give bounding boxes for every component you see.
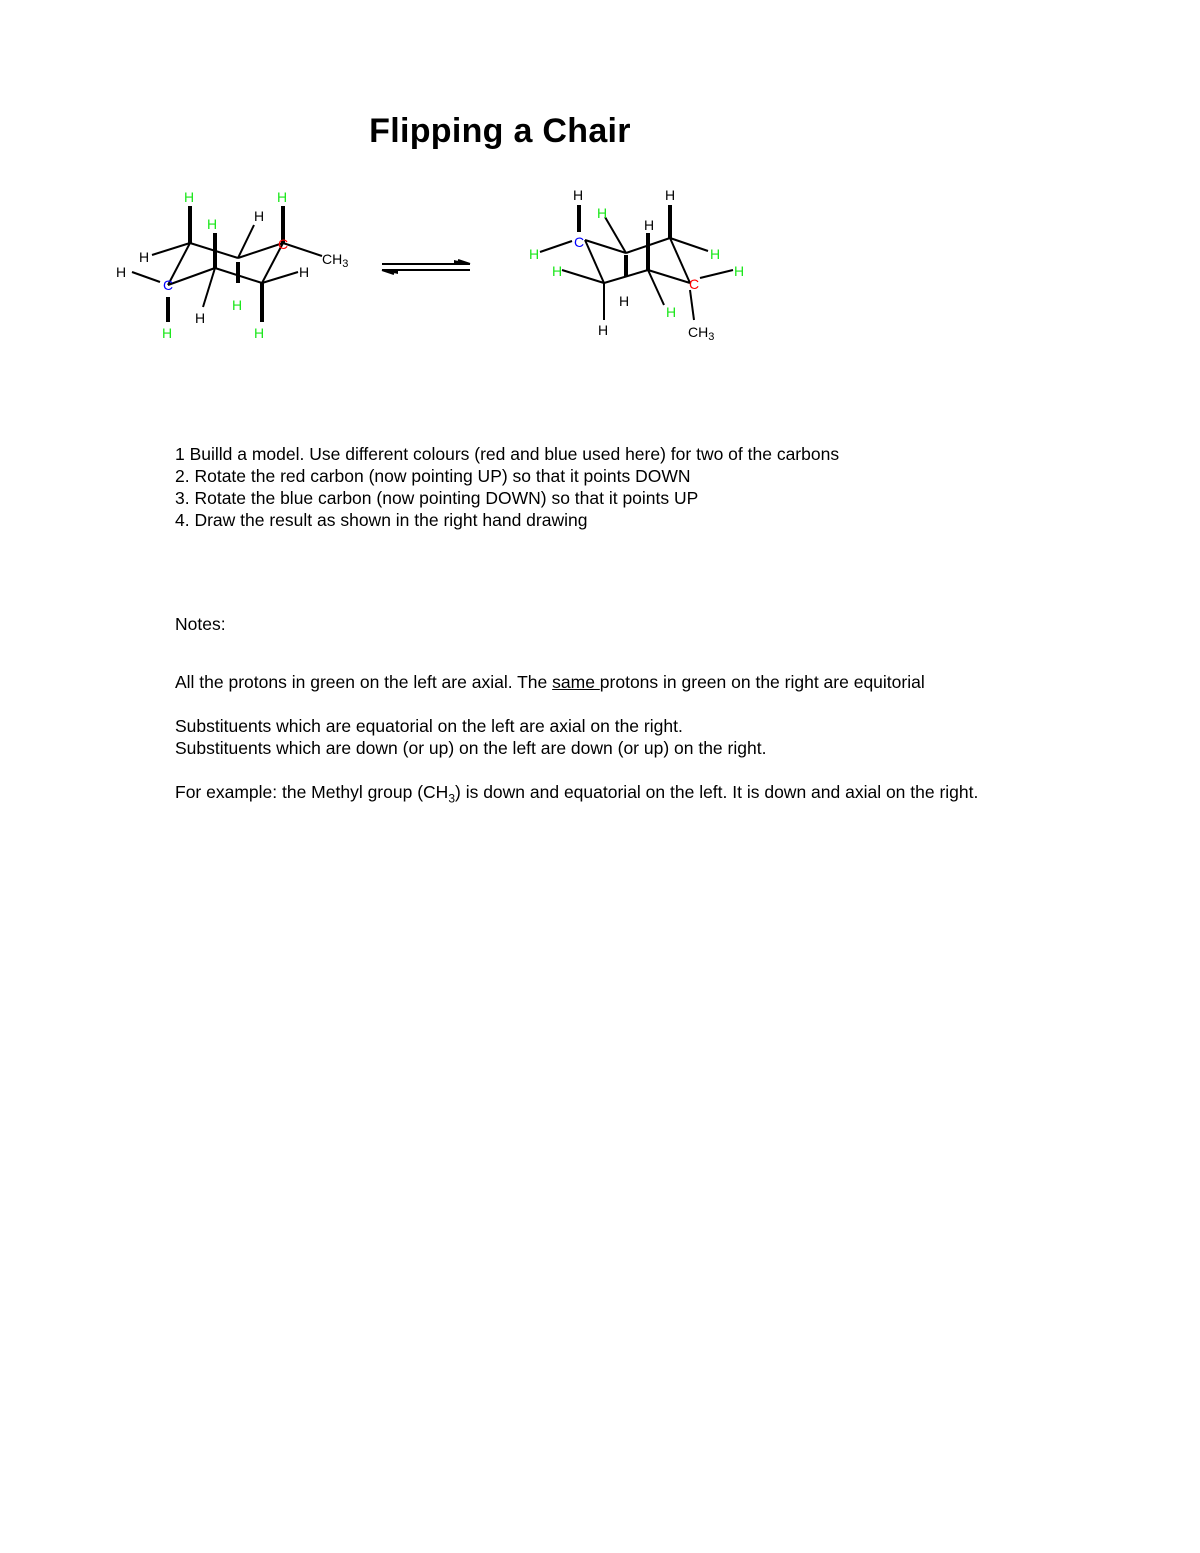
arrow-heads: [382, 260, 470, 274]
left-chair-bonds: [132, 225, 322, 307]
atom-h: H: [598, 322, 609, 338]
atom-h: H: [299, 264, 310, 280]
note-axial-equatorial: All the protons in green on the left are axial. The same protons in green on the right are equitorial: [175, 672, 925, 692]
step-2: 2. Rotate the red carbon (now pointing UP) so that it points DOWN: [175, 466, 691, 486]
atom-h: H: [666, 304, 677, 320]
red-carbon-atom: C: [278, 236, 289, 252]
atom-h: H: [195, 310, 206, 326]
atom-h: H: [710, 246, 721, 262]
note-substituents-down-up: Substituents which are down (or up) on the left are down (or up) on the right.: [175, 738, 767, 758]
atom-h: H: [552, 263, 563, 279]
atom-h: H: [232, 297, 243, 313]
atom-h: H: [116, 264, 127, 280]
page-title: Flipping a Chair: [369, 112, 631, 150]
atom-h: H: [254, 325, 265, 341]
atom-h: H: [734, 263, 745, 279]
methyl-label: $CH_3$: [688, 324, 715, 343]
red-carbon-atom: C: [689, 276, 700, 292]
methyl-label: $CH_3$: [322, 251, 349, 270]
notes-heading: Notes:: [175, 614, 226, 634]
left-chair-atoms: [116, 189, 348, 341]
left-chair-axial-bonds: [168, 206, 283, 322]
blue-carbon-atom: C: [574, 234, 585, 250]
atom-h: H: [207, 216, 218, 232]
step-4: 4. Draw the result as shown in the right hand drawing: [175, 510, 588, 530]
atom-h: H: [139, 249, 150, 265]
right-chair-bonds: [540, 217, 733, 320]
chair-flip-diagram: [0, 0, 1200, 360]
atom-h: H: [162, 325, 173, 341]
atom-h: H: [529, 246, 540, 262]
note-methyl-example: For example: the Methyl group $(CH_3)$ is down and equatorial on the left. It is down and axial on the right.: [175, 782, 979, 806]
atom-h: H: [644, 217, 655, 233]
atom-h: H: [597, 205, 608, 221]
right-chair-axial-bonds: [579, 205, 670, 276]
right-chair-atoms: [529, 187, 744, 343]
step-1: 1 Builld a model. Use different colours (red and blue used here) for two of the carbons: [175, 444, 840, 464]
atom-h: H: [277, 189, 288, 205]
atom-h: H: [254, 208, 265, 224]
step-3: 3. Rotate the blue carbon (now pointing DOWN) so that it points UP: [175, 488, 699, 508]
note-substituents-equatorial: Substituents which are equatorial on the left are axial on the right.: [175, 716, 683, 736]
atom-h: H: [184, 189, 195, 205]
atom-h: H: [619, 293, 630, 309]
atom-h: H: [573, 187, 584, 203]
atom-h: H: [665, 187, 676, 203]
blue-carbon-atom: C: [163, 277, 174, 293]
